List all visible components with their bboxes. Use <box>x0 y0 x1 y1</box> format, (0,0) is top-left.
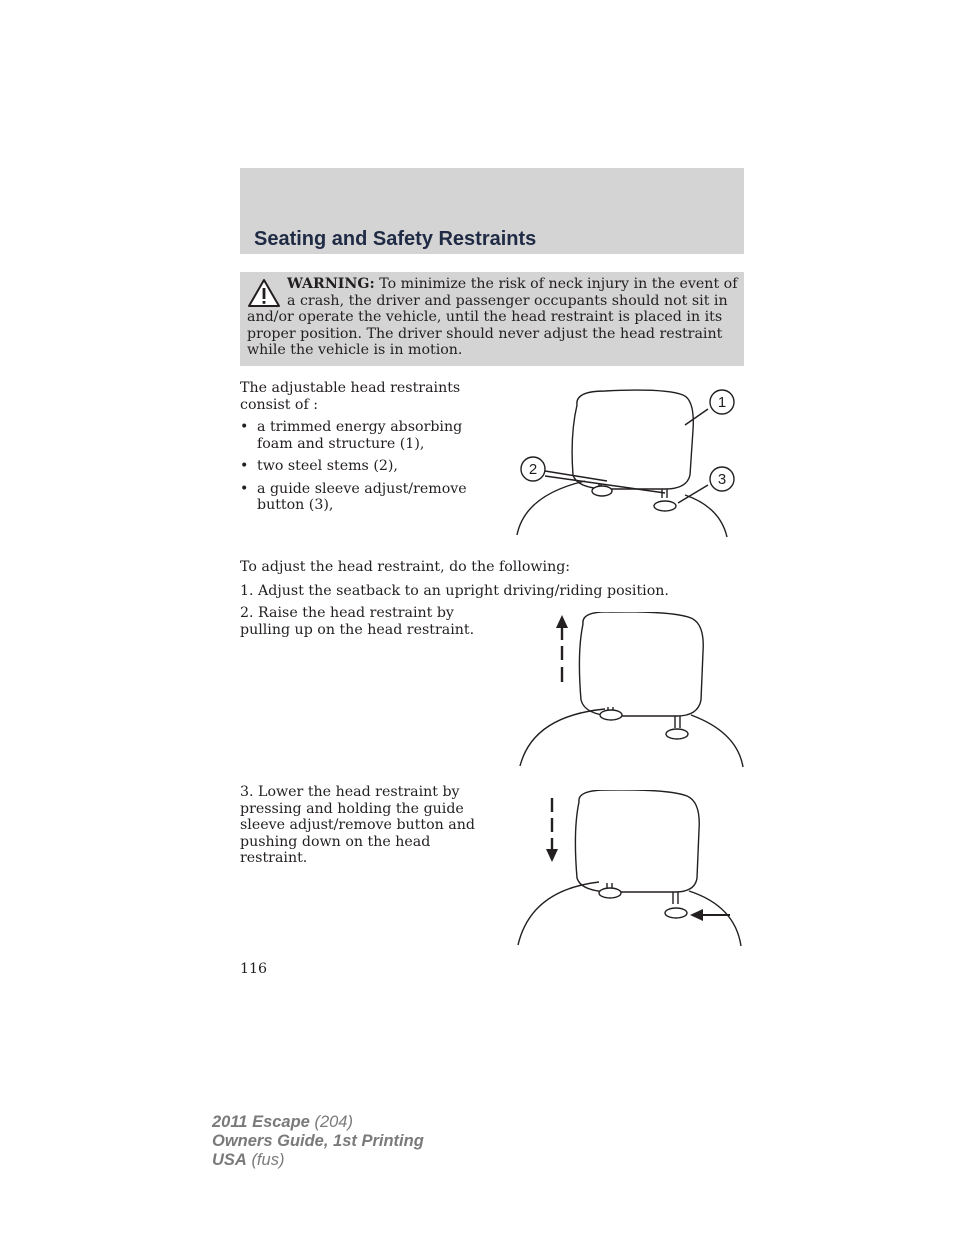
section-title: Seating and Safety Restraints <box>254 228 537 250</box>
footer-market-code: (fus) <box>251 1151 285 1169</box>
lower-head-restraint-figure <box>515 790 747 948</box>
list-item: • two steel stems (2), <box>240 458 398 474</box>
callout-2: 2 <box>528 461 538 478</box>
section-header-band <box>240 168 744 254</box>
callout-3: 3 <box>717 471 727 488</box>
footer-model: 2011 Escape <box>212 1113 310 1131</box>
raise-head-restraint-figure <box>515 612 747 770</box>
callout-1: 1 <box>717 394 727 411</box>
list-item: • a trimmed energy absorbing foam and structure (1), <box>240 419 463 452</box>
steps-intro: To adjust the head restraint, do the following: <box>240 559 571 575</box>
step-3: 3. Lower the head restraint by pressing and holding the guide sleeve adjust/remove button and pushing down on the head restraint. <box>240 784 475 866</box>
component-list <box>240 419 500 520</box>
warning-text: To minimize the risk of neck injury in the event of a crash, the driver and passenger occupants should not sit in and/or operate the vehicle, until the head restraint is placed in its proper position. The driver should never adjust the head restraint while the vehicle is in motion. <box>247 276 738 358</box>
warning-box <box>240 272 744 366</box>
footer-model-code: (204) <box>314 1113 353 1131</box>
step-2: 2. Raise the head restraint by pulling up on the head restraint. <box>240 605 475 638</box>
footer-print-info <box>212 1113 424 1170</box>
warning-label: WARNING: <box>287 276 375 292</box>
page-number: 116 <box>240 961 268 977</box>
footer-market: USA <box>212 1151 247 1169</box>
footer-guide: Owners Guide, 1st Printing <box>212 1132 424 1150</box>
warning-triangle-icon <box>247 278 281 308</box>
head-restraint-components-figure <box>515 385 745 541</box>
intro-text: The adjustable head restraints consist of : <box>240 380 461 413</box>
list-item: • a guide sleeve adjust/remove button (3), <box>240 480 467 513</box>
step-1: 1. Adjust the seatback to an upright driving/riding position. <box>240 583 669 599</box>
